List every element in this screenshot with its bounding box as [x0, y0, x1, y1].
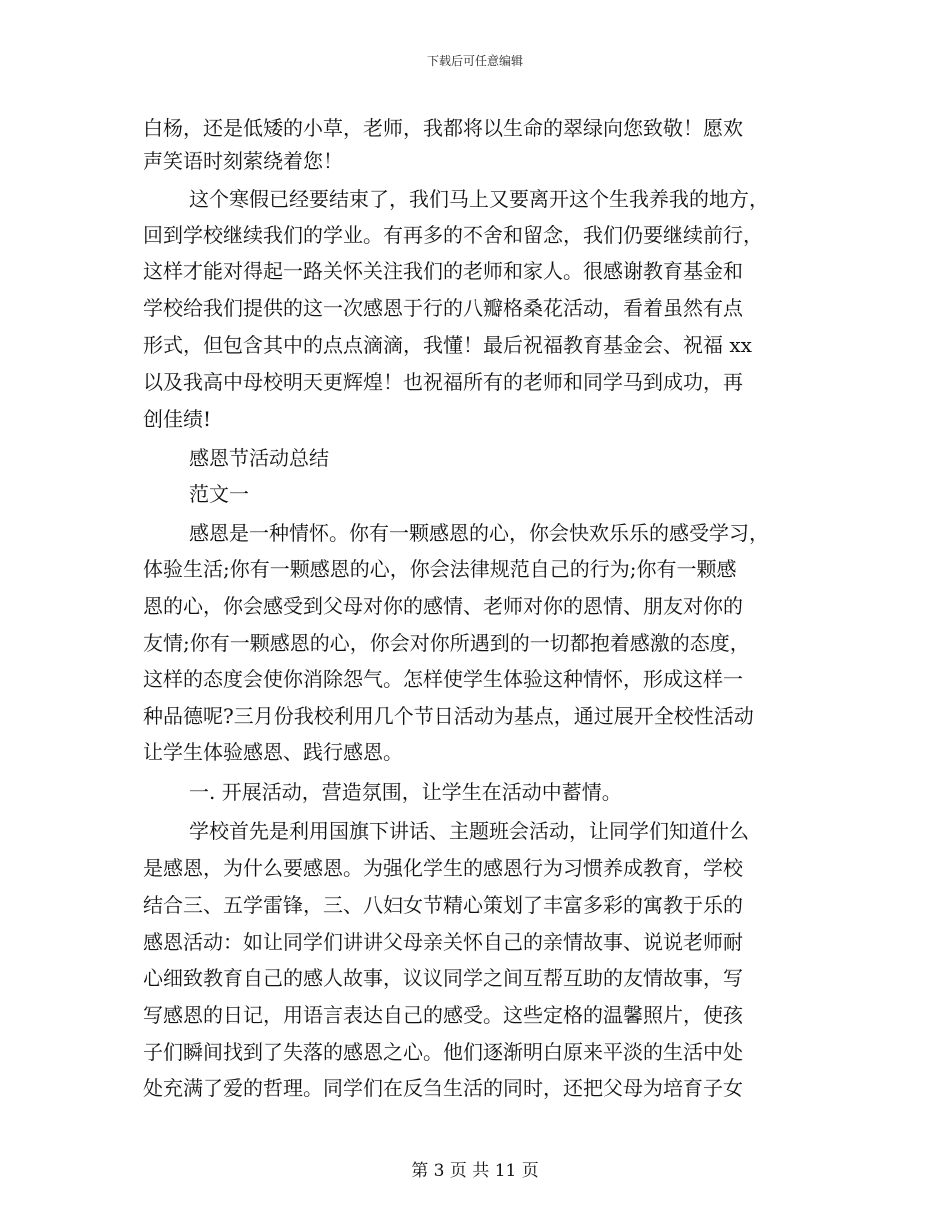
text-line: 体验生活;你有一颗感恩的心，你会法律规范自己的行为;你有一颗感: [143, 557, 737, 581]
text-line: 这个寒假已经要结束了，我们马上又要离开这个生我养我的地方，: [189, 187, 769, 211]
text-line: 种品德呢?三月份我校利用几个节日活动为基点，通过展开全校性活动: [143, 704, 754, 728]
page-number: 第 3 页 共 11 页: [411, 1161, 539, 1181]
text-line: 恩的心，你会感受到父母对你的感情、老师对你的恩情、朋友对你的: [143, 594, 743, 618]
section-heading: 感恩节活动总结: [189, 446, 329, 470]
subheading: 范文一: [189, 482, 249, 506]
text-line: 声笑语时刻萦绕着您！: [143, 149, 343, 173]
text-line: 学校首先是利用国旗下讲话、主题班会活动，让同学们知道什么: [189, 819, 749, 843]
text-line: 学校给我们提供的这一次感恩于行的八瓣格桑花活动，看着虽然有点: [143, 296, 743, 320]
text-line: 感恩活动：如让同学们讲讲父母亲关怀自己的亲情故事、说说老师耐: [143, 930, 743, 954]
text-line: 创佳绩!: [143, 407, 212, 431]
text-line: 是感恩，为什么要感恩。为强化学生的感恩行为习惯养成教育，学校: [143, 856, 743, 880]
text-line: 写感恩的日记，用语言表达自己的感受。这些定格的温馨照片，使孩: [143, 1003, 743, 1027]
text-line: 心细致教育自己的感人故事，议议同学之间互帮互助的友情故事，写: [143, 966, 743, 990]
text-line: 形式，但包含其中的点点滴滴，我懂！最后祝福教育基金会、祝福 xx: [143, 333, 752, 357]
text-line: 这样的态度会使你消除怨气。怎样使学生体验这种情怀，形成这样一: [143, 667, 743, 691]
text-line: 回到学校继续我们的学业。有再多的不舍和留念，我们仍要继续前行，: [143, 223, 763, 247]
text-line: 友情;你有一颗感恩的心，你会对你所遇到的一切都抱着感激的态度，: [143, 631, 750, 655]
list-heading: 一. 开展活动，营造氛围，让学生在活动中蓄情。: [189, 780, 622, 804]
text-line: 处充满了爱的哲理。同学们在反刍生活的同时，还把父母为培育子女: [143, 1076, 743, 1100]
text-line: 结合三、五学雷锋，三、八妇女节精心策划了丰富多彩的寓教于乐的: [143, 893, 743, 917]
text-line: 感恩是一种情怀。你有一颗感恩的心，你会快欢乐乐的感受学习，: [189, 521, 769, 545]
text-line: 子们瞬间找到了失落的感恩之心。他们逐渐明白原来平淡的生活中处: [143, 1040, 743, 1064]
header-note: 下载后可任意编辑: [426, 54, 523, 68]
text-line: 白杨，还是低矮的小草，老师，我都将以生命的翠绿向您致敬！愿欢: [143, 116, 743, 140]
text-line: 让学生体验感恩、践行感恩。: [143, 740, 403, 764]
text-line: 以及我高中母校明天更辉煌！也祝福所有的老师和同学马到成功，再: [143, 370, 743, 394]
text-line: 这样才能对得起一路关怀关注我们的老师和家人。很感谢教育基金和: [143, 259, 743, 283]
